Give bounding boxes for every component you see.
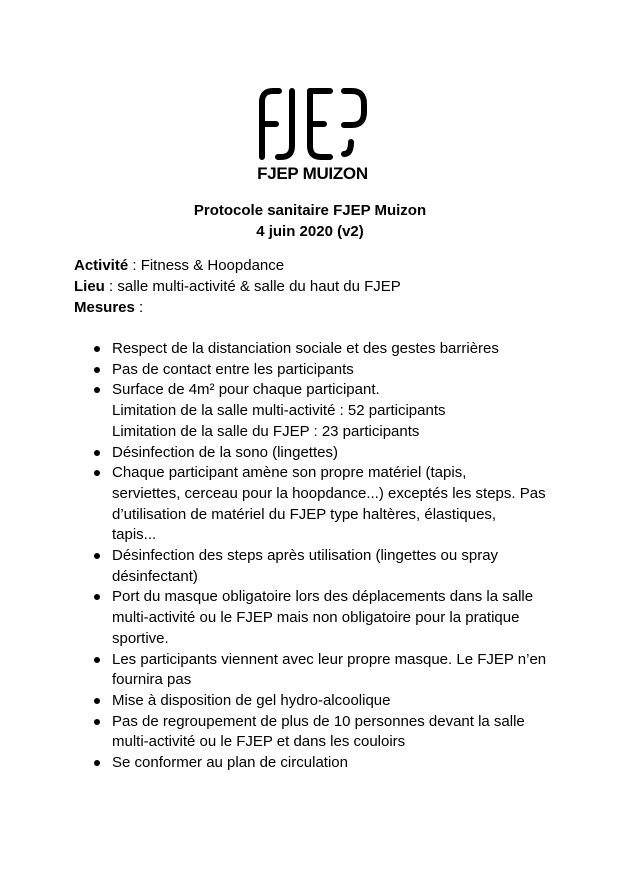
measure-text: multi-activité ou le FJEP et dans les couloirs: [112, 733, 406, 751]
measure-item: [74, 339, 574, 360]
measure-text: Mise à disposition de gel hydro-alcoolique: [112, 691, 391, 709]
lieu-value: : salle multi-activité & salle du haut du FJEP: [104, 278, 401, 295]
measure-text: Chaque participant amène son propre matériel (tapis,: [112, 464, 467, 482]
logo-wordmark: FJEP MUIZON: [257, 164, 368, 183]
mesures-label: Mesures: [74, 299, 135, 316]
bullet-icon: [94, 594, 100, 600]
bullet-icon: [94, 387, 100, 393]
measure-item: [74, 380, 574, 442]
bullet-icon: [94, 760, 100, 766]
measure-text: Port du masque obligatoire lors des déplacements dans la salle: [112, 588, 534, 606]
measure-text: Désinfection de la sono (lingettes): [112, 443, 338, 461]
measure-item: [74, 650, 574, 691]
measure-text: sportive.: [112, 629, 169, 647]
measures-list: [74, 339, 574, 774]
measure-item: [74, 546, 574, 587]
bullet-icon: [94, 657, 100, 663]
document-date: 4 juin 2020 (v2): [256, 223, 364, 240]
measure-text: Pas de regroupement de plus de 10 personnes devant la salle: [112, 712, 525, 730]
measure-item: [74, 712, 574, 753]
activite-line: [74, 256, 284, 276]
measure-text: serviettes, cerceau pour la hoopdance...) exceptés les steps. Pas: [112, 484, 546, 502]
lieu-line: [74, 277, 401, 297]
measure-text: Limitation de la salle du FJEP : 23 participants: [112, 422, 420, 440]
measure-text: multi-activité ou le FJEP mais non obligatoire pour la pratique: [112, 609, 520, 627]
measure-text: désinfectant): [112, 567, 198, 585]
measure-text: Surface de 4m² pour chaque participant.: [112, 381, 380, 399]
bullet-icon: [94, 367, 100, 373]
measure-text: Pas de contact entre les participants: [112, 360, 354, 378]
measure-text: Limitation de la salle multi-activité : 52 participants: [112, 402, 446, 420]
bullet-icon: [94, 719, 100, 725]
measure-text: d’utilisation de matériel du FJEP type haltères, élastiques,: [112, 505, 497, 523]
measure-item: [74, 443, 574, 464]
lieu-label: Lieu: [74, 278, 105, 295]
mesures-value: :: [134, 299, 144, 316]
fjep-logo-mark: [258, 82, 368, 162]
measure-text: Respect de la distanciation sociale et des gestes barrières: [112, 340, 499, 357]
measure-item: [74, 691, 574, 712]
activite-label: Activité: [74, 257, 129, 274]
fjep-logo: [250, 82, 375, 187]
measure-item: [74, 463, 574, 546]
mesures-line: [74, 298, 143, 318]
bullet-icon: [94, 698, 100, 704]
bullet-icon: [94, 470, 100, 476]
measure-text: fournira pas: [112, 671, 192, 689]
measure-text: tapis...: [112, 526, 157, 544]
bullet-icon: [94, 553, 100, 559]
document-title: Protocole sanitaire FJEP Muizon: [193, 202, 427, 219]
measure-item: [74, 360, 574, 381]
measure-item: [74, 587, 574, 649]
measure-item: [74, 753, 574, 774]
activite-value: : Fitness & Hoopdance: [128, 257, 285, 274]
bullet-icon: [94, 346, 100, 352]
bullet-icon: [94, 450, 100, 456]
measure-text: Désinfection des steps après utilisation (lingettes ou spray: [112, 547, 499, 565]
measure-text: Se conformer au plan de circulation: [112, 754, 348, 772]
measure-text: Les participants viennent avec leur propre masque. Le FJEP n’en: [112, 650, 547, 668]
